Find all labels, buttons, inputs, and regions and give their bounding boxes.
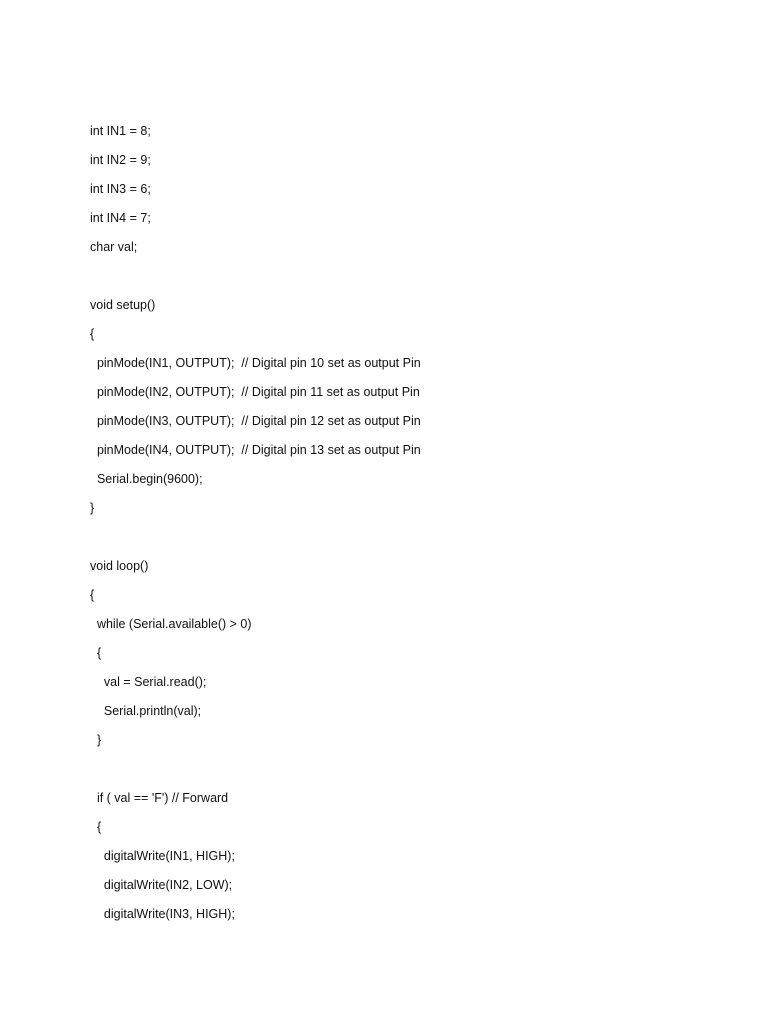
code-line: pinMode(IN3, OUTPUT); // Digital pin 12 set as output Pin (90, 414, 421, 428)
code-line: void loop() (90, 559, 149, 573)
code-line: if ( val == 'F') // Forward (90, 791, 229, 805)
code-line: Serial.begin(9600); (90, 472, 203, 486)
code-line: { (90, 646, 102, 660)
code-line: digitalWrite(IN2, LOW); (90, 878, 233, 892)
code-line (90, 760, 421, 789)
code-line: } (90, 501, 95, 515)
code-line: int IN2 = 9; (90, 153, 151, 167)
code-line: int IN1 = 8; (90, 124, 151, 138)
code-line: char val; (90, 240, 138, 254)
code-line: { (90, 588, 95, 602)
code-listing (90, 122, 421, 934)
code-line: pinMode(IN2, OUTPUT); // Digital pin 11 set as output Pin (90, 385, 420, 399)
code-line: { (90, 820, 102, 834)
code-line (90, 267, 421, 296)
code-line: int IN4 = 7; (90, 211, 151, 225)
code-line: digitalWrite(IN3, HIGH); (90, 907, 235, 921)
code-line: pinMode(IN4, OUTPUT); // Digital pin 13 set as output Pin (90, 443, 421, 457)
code-line (90, 528, 421, 557)
code-line: int IN3 = 6; (90, 182, 151, 196)
code-line: val = Serial.read(); (90, 675, 207, 689)
code-line: pinMode(IN1, OUTPUT); // Digital pin 10 set as output Pin (90, 356, 421, 370)
code-line: digitalWrite(IN1, HIGH); (90, 849, 235, 863)
code-line: Serial.println(val); (90, 704, 202, 718)
code-line: void setup() (90, 298, 156, 312)
code-line: } (90, 733, 102, 747)
code-line: while (Serial.available() > 0) (90, 617, 252, 631)
code-line: { (90, 327, 95, 341)
